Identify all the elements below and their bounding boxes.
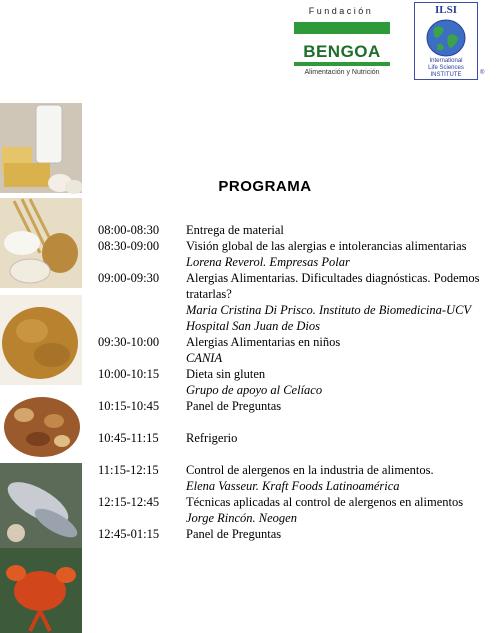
agenda-row (98, 430, 496, 446)
agenda-row (98, 398, 496, 414)
agenda-time: 12:15-12:45 (98, 495, 160, 509)
agenda-time: 08:00-08:30 (98, 223, 160, 237)
agenda-speaker: Lorena Reverol. Empresas Polar (186, 255, 350, 269)
agenda-row (98, 526, 496, 542)
ilsi-line2: Life Sciences (428, 65, 464, 71)
agenda-speaker: Elena Vasseur. Kraft Foods Latinoamérica (186, 479, 400, 493)
agenda-activity: Alergias Alimentarias en niños (186, 335, 341, 349)
agenda-time: 09:30-10:00 (98, 335, 160, 349)
agenda-time: 10:15-10:45 (98, 399, 160, 413)
agenda-row (98, 462, 496, 494)
page-title: PROGRAMA (218, 178, 312, 195)
agenda-body (186, 238, 496, 270)
bengoa-subtitle: Alimentación y Nutrición (304, 69, 380, 76)
lobster-photo-icon (0, 548, 82, 633)
bengoa-bar-top (294, 22, 390, 34)
agenda-row (98, 334, 496, 366)
agenda-speaker: Jorge Rincón. Neogen (186, 511, 297, 525)
bengoa-logo (290, 6, 392, 80)
agenda-activity: Alergias Alimentarias. Dificultades diagnósticas. Podemos tratarlas? (186, 271, 480, 301)
agenda-body (186, 494, 496, 526)
agenda-activity: Visión global de las alergias e intolerancias alimentarias (186, 239, 467, 253)
agenda-body (186, 526, 496, 542)
agenda-row (98, 494, 496, 526)
agenda-time: 10:45-11:15 (98, 431, 159, 445)
agenda-activity: Técnicas aplicadas al control de alergenos en alimentos (186, 495, 464, 509)
agenda-time: 11:15-12:15 (98, 463, 159, 477)
ilsi-line1: International (429, 58, 463, 64)
agenda-list (98, 222, 496, 542)
agenda-body (186, 366, 496, 398)
agenda-activity: Entrega de material (186, 223, 284, 237)
agenda-time: 10:00-10:15 (98, 367, 160, 381)
agenda-body (186, 270, 496, 334)
bengoa-name: BENGOA (303, 42, 381, 61)
nuts-photo-icon (0, 389, 82, 467)
agenda-body (186, 462, 496, 494)
agenda-time: 08:30-09:00 (98, 239, 160, 253)
agenda-activity: Refrigerio (186, 431, 238, 445)
bengoa-bar-bottom (294, 62, 390, 66)
globe-icon (424, 18, 468, 58)
agenda-speaker: Grupo de apoyo al Celíaco (186, 383, 323, 397)
agenda-spacer (98, 446, 496, 462)
flour-wheat-photo-icon (0, 198, 82, 288)
agenda-row (98, 222, 496, 238)
agenda-activity: Panel de Preguntas (186, 527, 282, 541)
agenda-activity: Panel de Preguntas (186, 399, 282, 413)
ilsi-logo (414, 2, 478, 80)
agenda-body (186, 334, 496, 366)
agenda-body (186, 398, 496, 414)
ilsi-line3: INSTITUTE (430, 72, 462, 78)
agenda-row (98, 238, 496, 270)
agenda-time: 12:45-01:15 (98, 527, 160, 541)
grains-photo-icon (0, 295, 82, 385)
agenda-body (186, 430, 496, 446)
agenda-time: 09:00-09:30 (98, 271, 160, 285)
bengoa-top-label: Fundación (308, 6, 374, 16)
agenda-spacer (98, 414, 496, 430)
ilsi-registered-mark: ® (480, 70, 485, 76)
fish-photo-icon (0, 463, 82, 548)
ilsi-text (417, 58, 475, 79)
agenda-speaker: CANIA (186, 351, 223, 365)
agenda-body (186, 222, 496, 238)
ilsi-acronym: ILSI (434, 4, 458, 16)
agenda-activity: Dieta sin gluten (186, 367, 266, 381)
agenda-row (98, 270, 496, 334)
agenda-activity: Control de alergenos en la industria de alimentos. (186, 463, 434, 477)
agenda-speaker: Maria Cristina Di Prisco. Instituto de Biomedicina-UCV Hospital San Juan de Dios (186, 303, 471, 333)
agenda-row (98, 366, 496, 398)
